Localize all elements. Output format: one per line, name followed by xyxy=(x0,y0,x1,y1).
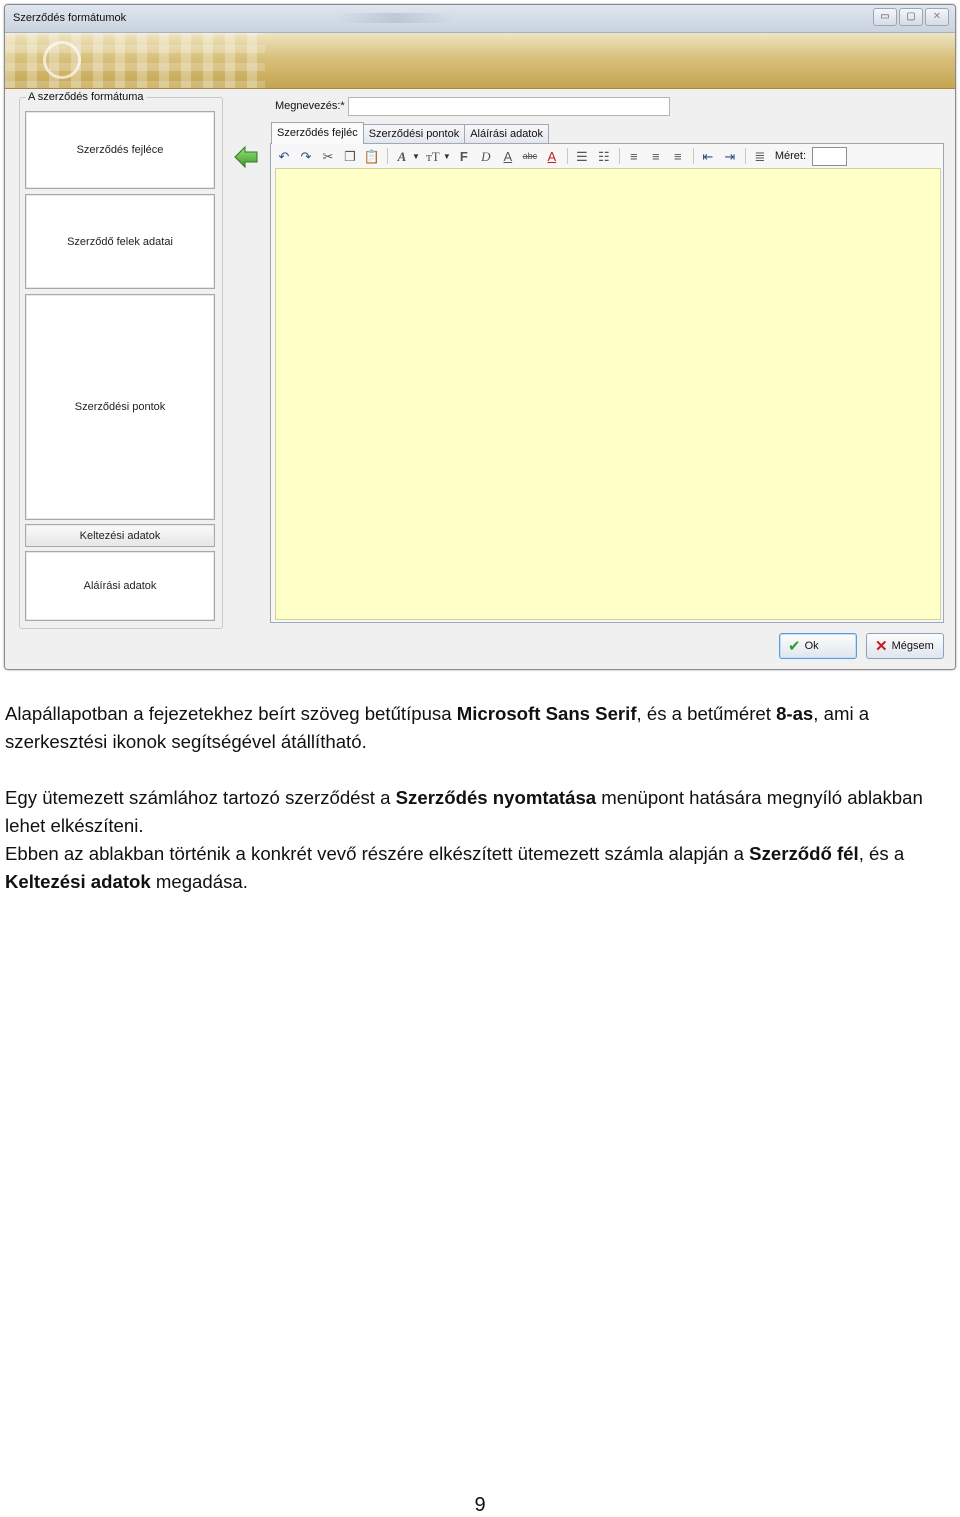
bold-run: Szerződő fél xyxy=(749,843,859,864)
section-dating-data[interactable] xyxy=(25,524,215,547)
section-signature-data[interactable] xyxy=(25,551,215,621)
paste-icon[interactable]: 📋 xyxy=(363,148,381,164)
font-color-icon[interactable]: A xyxy=(547,148,557,164)
banner-logo-icon xyxy=(43,41,81,79)
contract-format-window xyxy=(4,4,956,670)
name-input[interactable] xyxy=(348,97,670,116)
size-input[interactable] xyxy=(812,147,847,166)
underline-icon[interactable]: A xyxy=(503,148,513,164)
outdent-icon[interactable]: ⇤ xyxy=(702,148,714,164)
italic-icon[interactable]: D xyxy=(481,148,491,164)
paragraph-window-usage xyxy=(5,840,955,896)
text-run: Alapállapotban a fejezetekhez beírt szöveg betűtípusa xyxy=(5,703,457,724)
minimize-button[interactable]: ▭ xyxy=(873,8,897,26)
copy-icon[interactable]: ❐ xyxy=(344,148,356,164)
cancel-button-label: Mégsem xyxy=(891,640,934,652)
section-label: Szerződő felek adatai xyxy=(67,235,173,248)
strikethrough-icon[interactable]: abc xyxy=(522,150,538,161)
maximize-button[interactable]: ▢ xyxy=(899,8,923,26)
toolbar-separator xyxy=(567,148,568,164)
toolbar-separator xyxy=(387,148,388,164)
size-label: Méret: xyxy=(774,150,807,162)
indent-icon[interactable]: ⇥ xyxy=(724,148,736,164)
align-right-icon[interactable]: ≡ xyxy=(674,148,682,164)
tab-signature-data[interactable]: Aláírási adatok xyxy=(464,124,549,144)
rich-text-editor[interactable] xyxy=(275,168,941,620)
move-left-arrow-icon[interactable] xyxy=(233,144,259,170)
paragraph-default-font xyxy=(5,700,955,756)
editor-toolbar xyxy=(275,145,847,167)
tab-strip xyxy=(271,122,548,144)
ok-button-label: Ok xyxy=(804,640,819,652)
toolbar-separator xyxy=(619,148,620,164)
align-center-icon[interactable]: ≡ xyxy=(652,148,660,164)
contract-format-group xyxy=(19,91,223,629)
tab-contract-points[interactable]: Szerződési pontok xyxy=(363,124,466,144)
section-label: Szerződési pontok xyxy=(74,401,166,413)
title-bar-blur xyxy=(335,13,455,23)
ok-button[interactable] xyxy=(779,633,857,659)
section-label: Szerződés fejléce xyxy=(76,144,164,156)
undo-icon[interactable]: ↶ xyxy=(278,148,290,164)
checkmark-icon: ✔ xyxy=(788,637,801,655)
font-icon[interactable]: A xyxy=(397,148,407,164)
text-run: , és a betűméret xyxy=(636,703,777,724)
section-contract-points[interactable] xyxy=(25,294,215,520)
text-run: Egy ütemezett számlához tartozó szerződést a xyxy=(5,787,396,808)
font-dropdown-arrow-icon[interactable]: ▼ xyxy=(412,151,420,161)
group-legend: A szerződés formátuma xyxy=(28,91,144,103)
bullet-list-icon[interactable]: ☰ xyxy=(576,148,588,164)
tab-panel xyxy=(270,143,944,623)
window-content xyxy=(5,89,955,669)
section-label: Keltezési adatok xyxy=(79,529,161,542)
close-button[interactable]: ✕ xyxy=(925,8,949,26)
toolbar-separator xyxy=(745,148,746,164)
section-contract-header[interactable] xyxy=(25,111,215,189)
text-run: , és a xyxy=(858,843,905,864)
text-run: , ami a szerkesztési ikonok segítségével átállítható. xyxy=(5,703,870,752)
window-controls xyxy=(873,8,949,26)
header-banner xyxy=(5,33,955,89)
text-run: Ebben az ablakban történik a konkrét vevő részére elkészített ütemezett számla alapján a xyxy=(5,843,750,864)
section-label: Aláírási adatok xyxy=(83,580,157,592)
text-run: megadása. xyxy=(150,871,248,892)
redo-icon[interactable]: ↷ xyxy=(300,148,312,164)
cancel-button[interactable] xyxy=(866,633,944,659)
cross-icon: ✕ xyxy=(875,637,888,655)
bold-run: 8-as xyxy=(776,703,814,724)
justify-icon[interactable]: ≣ xyxy=(754,148,766,164)
paragraph-contract-print xyxy=(5,784,955,840)
numbered-list-icon[interactable]: ☷ xyxy=(598,148,610,164)
align-left-icon[interactable]: ≡ xyxy=(630,148,638,164)
page-number: 9 xyxy=(474,1494,486,1516)
name-label: Megnevezés:* xyxy=(275,100,345,112)
window-title: Szerződés formátumok xyxy=(13,12,127,24)
bold-icon[interactable]: F xyxy=(459,148,468,164)
section-parties-data[interactable] xyxy=(25,194,215,289)
bold-run: Szerződés nyomtatása xyxy=(395,787,597,808)
title-bar[interactable] xyxy=(5,5,955,33)
cut-icon[interactable]: ✂ xyxy=(322,148,334,164)
tab-contract-header[interactable]: Szerződés fejléc xyxy=(271,122,364,144)
toolbar-separator xyxy=(693,148,694,164)
text-run: menüpont hatására megnyíló ablakban lehet elkészíteni. xyxy=(5,787,923,836)
bold-run: Keltezési adatok xyxy=(5,871,151,892)
font-size-icon[interactable]: ᴛT xyxy=(426,148,440,164)
bold-run: Microsoft Sans Serif xyxy=(456,703,637,724)
font-size-dropdown-arrow-icon[interactable]: ▼ xyxy=(442,151,451,161)
